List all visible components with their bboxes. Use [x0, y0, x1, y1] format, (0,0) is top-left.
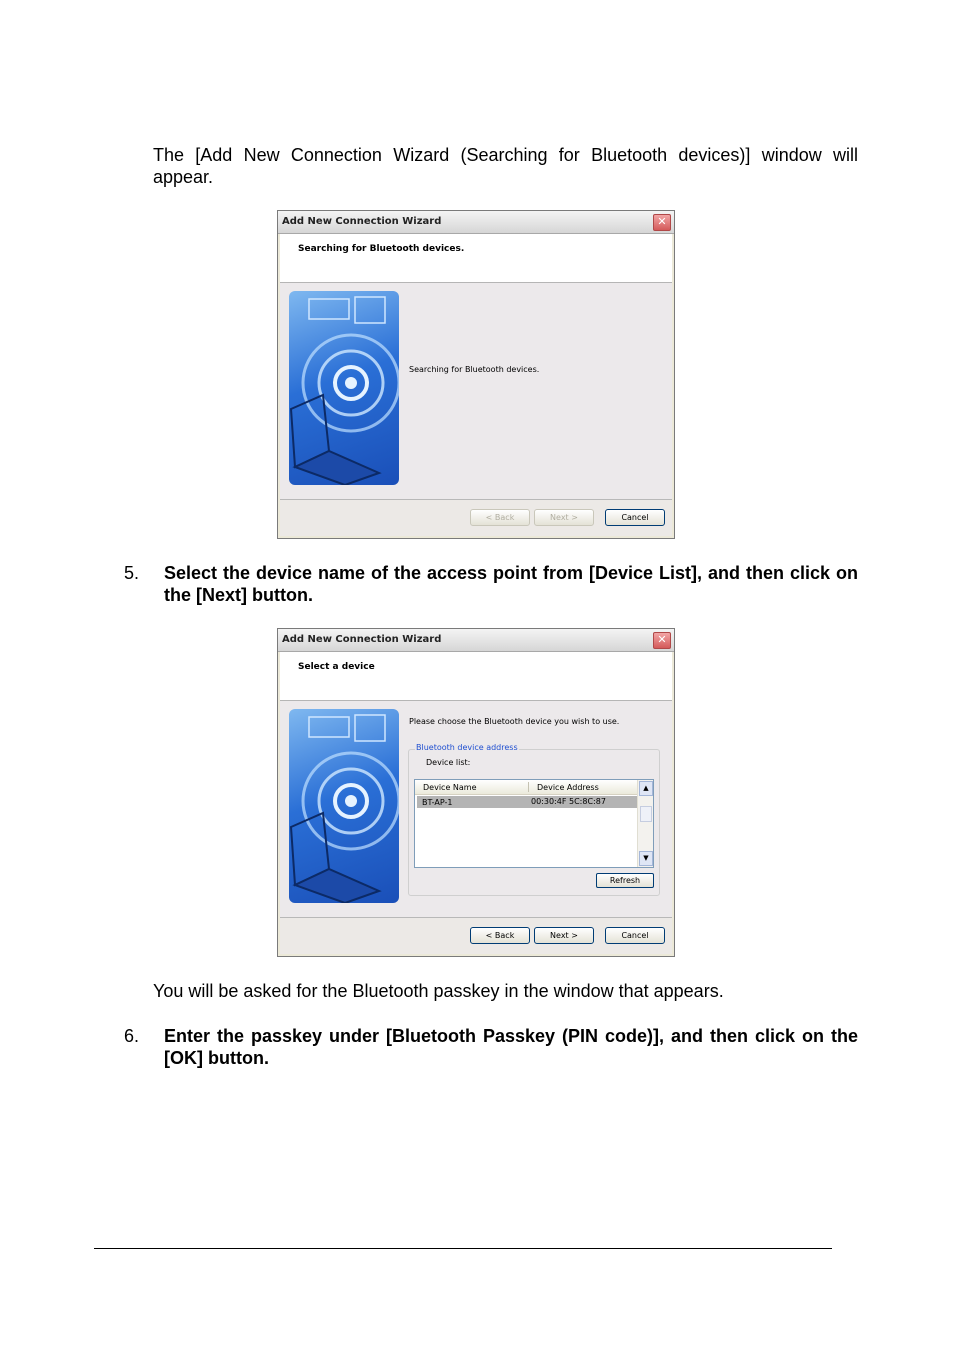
step-5 — [124, 562, 858, 606]
scroll-down-icon[interactable]: ▼ — [639, 851, 653, 866]
search-status: Searching for Bluetooth devices. — [409, 365, 540, 374]
column-device-address[interactable]: Device Address — [537, 783, 599, 792]
title-bar — [278, 629, 674, 652]
row-device-name: BT-AP-1 — [422, 798, 453, 807]
device-list-label: Device list: — [426, 758, 471, 767]
device-group-box — [408, 743, 660, 896]
step-number: 5. — [124, 563, 140, 583]
bluetooth-signal-icon — [289, 709, 399, 903]
footer-rule — [94, 1248, 832, 1249]
passkey-info-paragraph: You will be asked for the Bluetooth passkey in the window that appears. — [153, 981, 724, 1001]
scrollbar[interactable] — [637, 780, 653, 867]
back-button[interactable]: < Back — [470, 927, 530, 944]
column-device-name[interactable]: Device Name — [423, 783, 477, 792]
step-number: 6. — [124, 1026, 140, 1046]
scroll-thumb[interactable] — [640, 806, 652, 822]
wizard-window-searching — [277, 210, 675, 539]
back-button[interactable]: < Back — [470, 509, 530, 526]
step-text: Select the device name of the access point from [Device List], and then click on the [Next] button. — [164, 563, 858, 605]
window-title: Add New Connection Wizard — [282, 216, 442, 227]
refresh-button[interactable]: Refresh — [596, 873, 654, 888]
instruction-text: Please choose the Bluetooth device you wish to use. — [409, 717, 620, 726]
scroll-up-icon[interactable]: ▲ — [639, 781, 653, 796]
list-header — [415, 780, 637, 795]
window-title: Add New Connection Wizard — [282, 634, 442, 645]
group-label: Bluetooth device address — [416, 743, 518, 752]
close-icon[interactable]: ✕ — [653, 214, 671, 231]
next-button[interactable]: Next > — [534, 927, 594, 944]
wizard-footer — [280, 917, 672, 954]
wizard-heading: Searching for Bluetooth devices. — [298, 244, 465, 254]
wizard-heading: Select a device — [298, 662, 375, 672]
wizard-body — [280, 701, 672, 918]
step-text: Enter the passkey under [Bluetooth Passkey (PIN code)], and then click on the [OK] button. — [164, 1026, 858, 1068]
wizard-header — [280, 234, 672, 283]
cancel-button[interactable]: Cancel — [605, 509, 665, 526]
device-list[interactable] — [414, 779, 654, 868]
cancel-button[interactable]: Cancel — [605, 927, 665, 944]
wizard-window-select-device — [277, 628, 675, 957]
wizard-body — [280, 283, 672, 500]
close-icon[interactable]: ✕ — [653, 632, 671, 649]
table-row[interactable] — [417, 796, 637, 808]
row-device-address: 00:30:4F 5C:8C:87 — [531, 797, 606, 806]
wizard-header — [280, 652, 672, 701]
column-divider — [528, 782, 529, 792]
title-bar — [278, 211, 674, 234]
bluetooth-signal-icon — [289, 291, 399, 485]
step-6 — [124, 1025, 858, 1069]
next-button[interactable]: Next > — [534, 509, 594, 526]
intro-paragraph: The [Add New Connection Wizard (Searching for Bluetooth devices)] window will appear. — [153, 145, 858, 187]
wizard-footer — [280, 499, 672, 536]
